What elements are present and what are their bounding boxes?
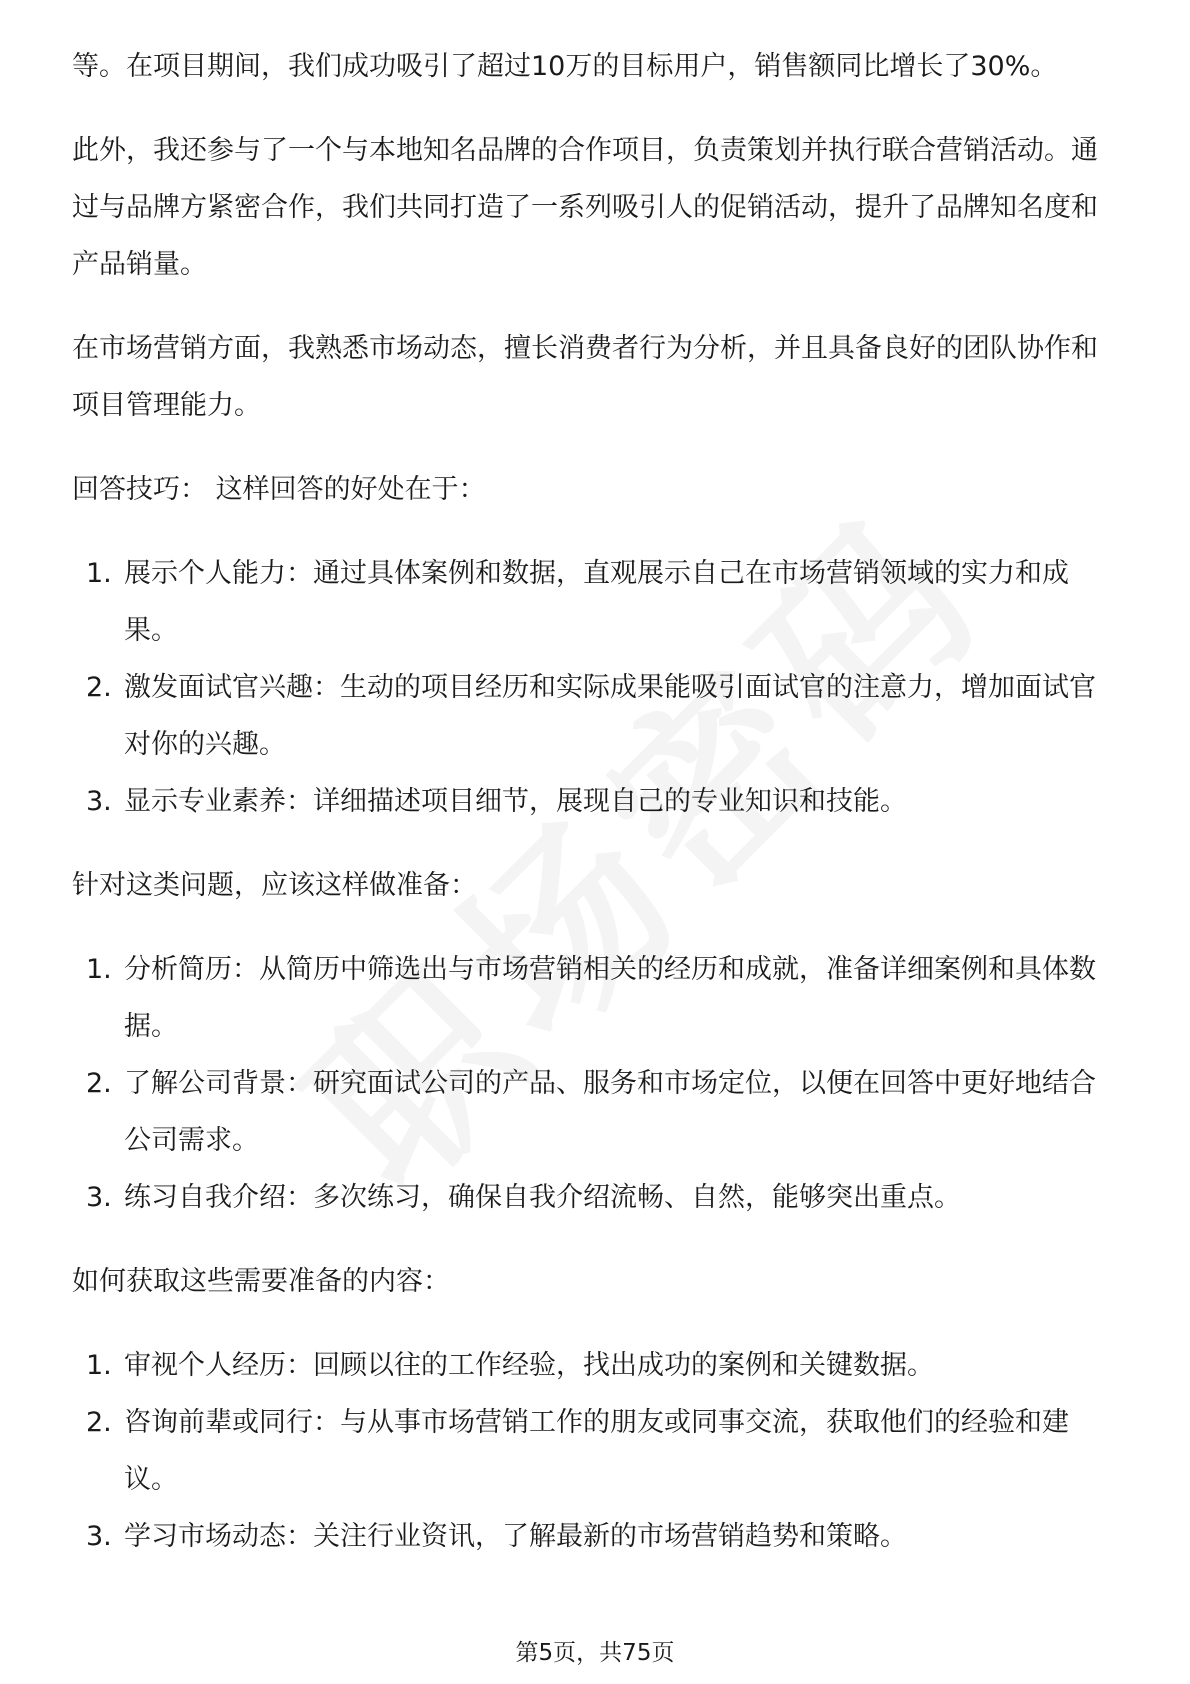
paragraph-results: 等。在项目期间，我们成功吸引了超过10万的目标用户，销售额同比增长了30%。 <box>72 51 1058 82</box>
heading-how-to-obtain: 如何获取这些需要准备的内容： <box>72 1266 450 1297</box>
list-item-text: 练习自我介绍：多次练习，确保自我介绍流畅、自然，能够突出重点。 <box>124 1182 961 1213</box>
paragraph-marketing-skills: 在市场营销方面，我熟悉市场动态，擅长消费者行为分析，并且具备良好的团队协作和项目管理能力。 <box>72 333 1098 421</box>
list-item-number: 2. <box>86 1068 112 1099</box>
list-item-text: 学习市场动态：关注行业资讯，了解最新的市场营销趋势和策略。 <box>124 1521 907 1552</box>
list-item-text: 审视个人经历：回顾以往的工作经验，找出成功的案例和关键数据。 <box>124 1350 934 1381</box>
list-item-text: 展示个人能力：通过具体案例和数据，直观展示自己在市场营销领域的实力和成果。 <box>124 558 1069 646</box>
list-item <box>72 659 1118 773</box>
list-item-number: 3. <box>86 786 112 817</box>
list-item-text: 激发面试官兴趣：生动的项目经历和实际成果能吸引面试官的注意力，增加面试官对你的兴趣。 <box>124 672 1096 760</box>
paragraph-brand-cooperation: 此外，我还参与了一个与本地知名品牌的合作项目，负责策划并执行联合营销活动。通过与品牌方紧密合作，我们共同打造了一系列吸引人的促销活动，提升了品牌知名度和产品销量。 <box>72 135 1098 280</box>
list-item-number: 2. <box>86 672 112 703</box>
heading-answer-tips: 回答技巧： 这样回答的好处在于： <box>72 474 486 505</box>
list-item-text: 显示专业素养：详细描述项目细节，展现自己的专业知识和技能。 <box>124 786 907 817</box>
list-item <box>72 1337 1118 1394</box>
page-number: 第5页，共75页 <box>515 1640 675 1666</box>
list-item-number: 1. <box>86 1350 112 1381</box>
list-preparation-steps <box>72 941 1118 1226</box>
list-answer-benefits <box>72 545 1118 830</box>
list-item <box>72 773 1118 830</box>
list-item-text: 了解公司背景：研究面试公司的产品、服务和市场定位，以便在回答中更好地结合公司需求。 <box>124 1068 1096 1156</box>
heading-preparation: 针对这类问题，应该这样做准备： <box>72 870 477 901</box>
list-item <box>72 1055 1118 1169</box>
list-item-text: 分析简历：从简历中筛选出与市场营销相关的经历和成就，准备详细案例和具体数据。 <box>124 954 1096 1042</box>
list-item-number: 3. <box>86 1521 112 1552</box>
list-item-number: 1. <box>86 954 112 985</box>
list-item <box>72 1394 1118 1508</box>
list-obtain-steps <box>72 1337 1118 1565</box>
list-item-text: 咨询前辈或同行：与从事市场营销工作的朋友或同事交流，获取他们的经验和建议。 <box>124 1407 1069 1495</box>
list-item-number: 1. <box>86 558 112 589</box>
document-body <box>72 38 1118 1592</box>
list-item <box>72 941 1118 1055</box>
list-item <box>72 1169 1118 1226</box>
list-item-number: 3. <box>86 1182 112 1213</box>
list-item <box>72 545 1118 659</box>
list-item-number: 2. <box>86 1407 112 1438</box>
list-item <box>72 1508 1118 1565</box>
